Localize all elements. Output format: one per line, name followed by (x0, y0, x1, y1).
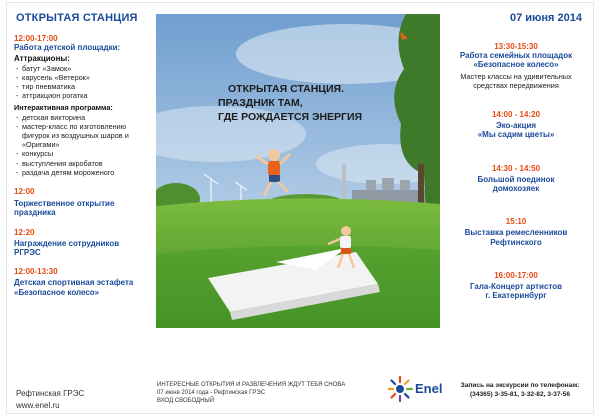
right-schedule (447, 34, 585, 300)
time-label: 12:00-13:30 (14, 267, 58, 277)
schedule-block-1 (14, 34, 154, 177)
event-date: 07 июня 2014 (509, 12, 582, 24)
schedule-block-4 (14, 267, 154, 297)
poster-illustration (156, 14, 440, 328)
list-item: - тир пневматика (22, 82, 154, 91)
section-heading: Аттракционы: (14, 54, 70, 64)
section-heading: Интерактивная программа: (14, 103, 113, 113)
event-title-cont: праздника (14, 208, 56, 218)
headline-line-3: ГДЕ РОЖДАЕТСЯ ЭНЕРГИЯ (218, 111, 363, 123)
schedule-block-r1 (447, 42, 585, 90)
event-title: Гала-Концерт артистов (469, 282, 563, 292)
left-schedule (14, 34, 154, 297)
event-title-cont: Рефтинского (490, 237, 542, 247)
event-title-cont: РГРЭС (14, 248, 41, 258)
program-list (14, 113, 154, 177)
event-title: Детская спортивная эстафета (14, 278, 134, 288)
event-title: Работа семейных площадок (459, 51, 573, 61)
attractions-list (14, 64, 154, 101)
event-title: Эко-акция (495, 121, 537, 131)
schedule-block-3 (14, 228, 154, 258)
event-description-cont: средствах передвижения (473, 80, 559, 90)
page-title: ОТКРЫТАЯ СТАНЦИЯ (16, 12, 138, 24)
time-label: 12:00-17:00 (14, 34, 58, 43)
list-item: - выступления акробатов (22, 159, 154, 168)
event-title-cont: «Мы садим цветы» (477, 130, 555, 140)
invitation-line-3: ВХОД СВОБОДНЫЙ (157, 398, 215, 405)
schedule-block-r4 (447, 217, 585, 247)
headline-line-2: ПРАЗДНИК ТАМ, (218, 97, 303, 109)
enel-logo (388, 369, 448, 409)
phones-numbers: (34365) 3-35-81, 3-32-82, 3-37-56 (469, 391, 571, 398)
brand-wordmark: Enel (415, 381, 443, 396)
event-title-cont: домохозяек (492, 184, 540, 194)
headline-line-1: ОТКРЫТАЯ СТАНЦИЯ. (228, 83, 344, 95)
event-title: Работа детской площадки: (14, 43, 121, 53)
list-item: - карусель «Ветерок» (22, 73, 154, 82)
footer-phones (450, 381, 590, 399)
list-item: - мастер-класс по изготовлению фигурок из воздушных шаров и «Оригами» (22, 122, 154, 150)
event-description: Мастер классы на удивительных (460, 71, 572, 81)
invitation-line-1: ИНТЕРЕСНЫЕ ОТКРЫТИЯ И РАЗВЛЕЧЕНИЯ ЖДУТ ТЕБЯ СНОВА (157, 382, 346, 388)
event-title: Большой поединок (477, 174, 555, 184)
event-title: Выставка ремесленников (464, 228, 568, 238)
event-title-cont: «Безопасное колесо» (473, 60, 559, 70)
footer-invitation (157, 381, 345, 406)
time-label: 12:20 (14, 227, 35, 237)
footer-contacts (16, 388, 84, 412)
time-label: 15:10 (505, 217, 527, 227)
event-title-cont: г. Екатеринбург (485, 291, 547, 301)
event-title-cont: «Безопасное колесо» (14, 287, 100, 297)
website-link[interactable]: www.enel.ru (16, 401, 60, 410)
list-item: - детская викторина (22, 113, 154, 122)
sun-icon (388, 369, 448, 409)
time-label: 14:00 - 14:20 (491, 110, 541, 120)
schedule-block-r2 (447, 110, 585, 140)
schedule-block-r5 (447, 271, 585, 301)
event-title: Награждение сотрудников (14, 238, 120, 248)
schedule-block-2 (14, 187, 154, 218)
time-label: 14:30 - 14:50 (491, 163, 541, 173)
organization-name: Рефтинская ГРЭС (16, 389, 85, 398)
event-title: Торжественное открытие (14, 199, 115, 209)
schedule-block-r3 (447, 164, 585, 194)
list-item: - раздача детям мороженого (22, 168, 154, 177)
phones-heading: Запись на экскурсии по телефонам: (460, 382, 580, 389)
time-label: 13:30-15:30 (494, 42, 538, 51)
list-item: - батут «Замок» (22, 64, 154, 73)
invitation-line-2: 07 июня 2014 года - Рефтинская ГРЭС (157, 390, 266, 397)
list-item: - конкурсы (22, 149, 154, 158)
time-label: 16:00-17:00 (494, 270, 538, 280)
list-item: - аттракцион рогатка (22, 91, 154, 100)
time-label: 12:00 (14, 187, 35, 197)
